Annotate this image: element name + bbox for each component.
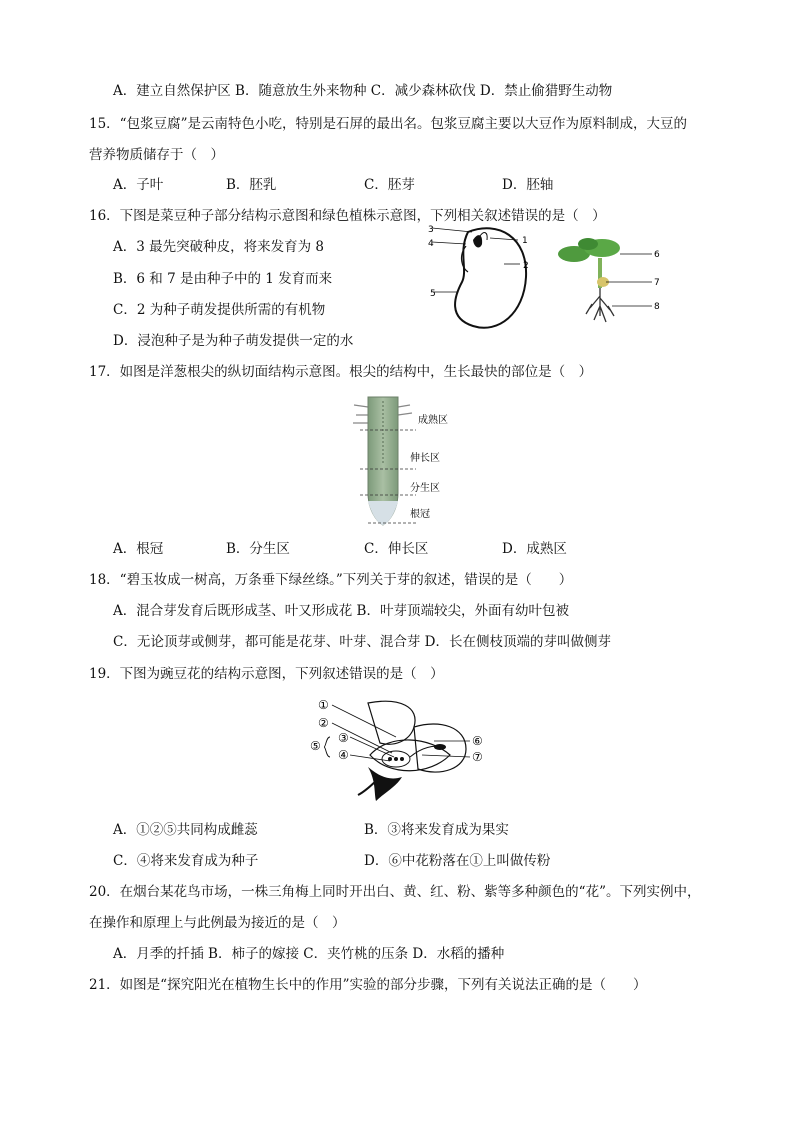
flower-label-7: ⑦ bbox=[472, 750, 483, 764]
q17-stem: 17．如图是洋葱根尖的纵切面结构示意图。根尖的结构中，生长最快的部位是（ ） bbox=[89, 364, 593, 380]
plant-label-6: 6 bbox=[654, 250, 660, 260]
q15-option-d: D．胚轴 bbox=[502, 177, 554, 193]
q19-option-a: A．①②⑤共同构成雌蕊 bbox=[113, 822, 258, 838]
q16-stem: 16．下图是菜豆种子部分结构示意图和绿色植株示意图，下列相关叙述错误的是（ ） bbox=[89, 208, 606, 224]
q19-option-b: B．③将来发育成为果实 bbox=[364, 822, 509, 838]
q17-option-a: A．根冠 bbox=[113, 541, 164, 557]
q15-stem-line2: 营养物质储存于（ ） bbox=[89, 147, 224, 163]
seed-label-4: 4 bbox=[428, 239, 434, 249]
bean-seed-diagram bbox=[428, 222, 548, 334]
q19-option-d: D．⑥中花粉落在①上叫做传粉 bbox=[364, 853, 551, 869]
q15-option-b: B．胚乳 bbox=[226, 177, 277, 193]
onion-root-tip-diagram bbox=[350, 393, 460, 528]
q18-options-line2: C．无论顶芽或侧芽，都可能是花芽、叶芽、混合芽 D．长在侧枝顶端的芽叫做侧芽 bbox=[113, 634, 611, 650]
flower-label-4: ④ bbox=[338, 748, 349, 762]
q17-option-c: C．伸长区 bbox=[364, 541, 429, 557]
plant-label-7: 7 bbox=[654, 278, 660, 288]
seed-label-5: 5 bbox=[430, 289, 436, 299]
q16-option-d: D．浸泡种子是为种子萌发提供一定的水 bbox=[113, 333, 354, 349]
seed-label-1: 1 bbox=[522, 236, 528, 246]
bean-plant-diagram bbox=[556, 236, 666, 326]
q21-stem: 21．如图是“探究阳光在植物生长中的作用”实验的部分步骤，下列有关说法正确的是（ ） bbox=[89, 977, 647, 993]
q16-option-b: B．6 和 7 是由种子中的 1 发育而来 bbox=[113, 271, 333, 287]
q17-option-b: B．分生区 bbox=[226, 541, 290, 557]
plant-label-8: 8 bbox=[654, 302, 660, 312]
q19-stem: 19．下图为豌豆花的结构示意图，下列叙述错误的是（ ） bbox=[89, 666, 444, 682]
flower-label-5: ⑤ bbox=[310, 739, 321, 753]
q18-options-line1: A．混合芽发育后既形成茎、叶又形成花 B．叶芽顶端较尖，外面有幼叶包被 bbox=[113, 603, 569, 619]
flower-label-6: ⑥ bbox=[472, 734, 483, 748]
q15-stem-line1: 15．“包浆豆腐”是云南特色小吃，特别是石屏的最出名。包浆豆腐主要以大豆作为原料制成，大豆的 bbox=[89, 116, 687, 132]
seed-plumule bbox=[473, 235, 482, 247]
plant-roots bbox=[586, 288, 614, 322]
q17-option-d: D．成熟区 bbox=[502, 541, 567, 557]
zone-meristem: 分生区 bbox=[410, 483, 440, 494]
q19-option-c: C．④将来发育成为种子 bbox=[113, 853, 259, 869]
seed-label-3: 3 bbox=[428, 225, 434, 235]
q15-option-a: A．子叶 bbox=[113, 177, 164, 193]
zone-root-cap: 根冠 bbox=[410, 509, 430, 520]
q20-stem-line1: 20．在烟台某花鸟市场，一株三角梅上同时开出白、黄、红、粉、紫等多种颜色的“花”。下列实例中， bbox=[89, 884, 701, 900]
q14-options: A．建立自然保护区 B．随意放生外来物种 C．减少森林砍伐 D．禁止偷猎野生动物 bbox=[113, 83, 613, 99]
q15-option-c: C．胚芽 bbox=[364, 177, 415, 193]
flower-petal-upper bbox=[368, 701, 415, 744]
zone-elongation: 伸长区 bbox=[410, 453, 440, 464]
flower-label-2: ② bbox=[318, 716, 329, 730]
seed-outline bbox=[455, 228, 526, 328]
pea-flower-diagram bbox=[310, 697, 500, 805]
flower-label-1: ① bbox=[318, 698, 329, 712]
q16-option-a: A．3 最先突破种皮，将来发育为 8 bbox=[113, 239, 325, 255]
seed-label-2: 2 bbox=[523, 261, 529, 271]
flower-label-3: ③ bbox=[338, 731, 349, 745]
zone-maturation: 成熟区 bbox=[418, 415, 448, 426]
q20-stem-line2: 在操作和原理上与此例最为接近的是（ ） bbox=[89, 915, 346, 931]
q18-stem: 18．“碧玉妆成一树高，万条垂下绿丝绦。”下列关于芽的叙述，错误的是（ ） bbox=[89, 572, 573, 588]
q16-option-c: C．2 为种子萌发提供所需的有机物 bbox=[113, 302, 326, 318]
q20-options: A．月季的扦插 B．柿子的嫁接 C．夹竹桃的压条 D．水稻的播种 bbox=[113, 946, 505, 962]
